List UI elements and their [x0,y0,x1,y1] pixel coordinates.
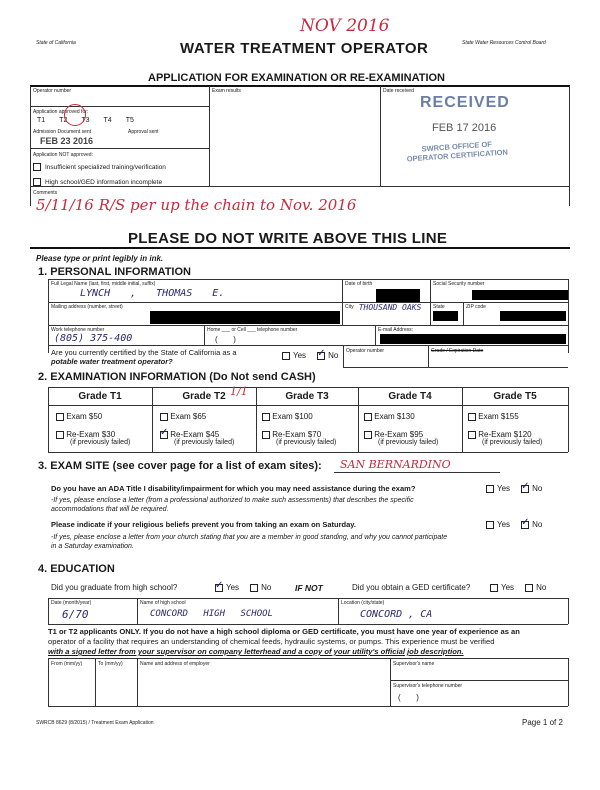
exam-info-section-title: 2. EXAMINATION INFORMATION (Do Not send CASH) [38,371,316,383]
certified-question-1: Are you currently certified by the State of California as a [51,348,237,357]
approval-sent-label: Approval sent [128,129,159,135]
saturday-note: -If yes, please enclose a letter from your church stating that you are a member in good standing, and why you cannot participate in a Saturday examination. [51,534,448,550]
hs-yes-label: Yes [226,583,240,592]
hs-incomplete-checkbox[interactable] [33,178,41,186]
supervisor-name-label: Supervisor's name [393,661,435,667]
grade-t1: T1 [37,117,46,124]
t3-prev-failed: (if previously failed) [276,439,337,446]
t2-reexam-checkbox[interactable] [160,431,168,439]
hs-yes-checkbox[interactable] [215,584,223,592]
admission-stamp: FEB 23 2016 [40,136,94,146]
home-cell-label: Home ___ or Cell ___ telephone number [207,327,298,333]
t1-prev-failed: (if previously failed) [70,439,131,446]
t5-reexam-checkbox[interactable] [468,431,476,439]
t2-prev-failed: (if previously failed) [174,439,235,446]
education-note-line2: operator of a facility that requires an understanding of chemical feeds, hydraulic systems, or pumps. This experience must be verified [48,637,495,646]
t4-prev-failed: (if previously failed) [378,439,439,446]
not-approved-label: Application NOT approved: [33,152,93,158]
state-label: State of California [36,40,76,46]
t3-exam-label: Exam $100 [272,412,313,421]
hs-location-input[interactable]: CONCORD , CA [360,609,433,620]
t5-prev-failed: (if previously failed) [482,439,543,446]
t4-reexam-checkbox[interactable] [364,431,372,439]
received-stamp: RECEIVED [420,94,510,111]
t4-exam-label: Exam $130 [374,412,415,421]
saturday-no-checkbox[interactable] [521,521,529,529]
hs-question: Did you graduate from high school? [51,583,178,592]
hs-no-checkbox[interactable] [250,584,258,592]
certified-yes-label: Yes [293,351,307,360]
hs-no-label: No [261,583,272,592]
certified-question-2: potable water treatment operator? [51,357,173,366]
ada-yes-checkbox[interactable] [486,485,494,493]
page-number: Page 1 of 2 [522,718,563,727]
approved-for-label: Application approved for: [33,109,89,115]
email-redacted [380,334,566,344]
full-name-label: Full Legal Name (last, first, middle initial, suffix) [51,281,156,287]
ged-no-checkbox[interactable] [525,584,533,592]
t5-exam-label: Exam $155 [478,412,519,421]
ged-no-label: No [536,583,547,592]
education-note-line3: with a signed letter from your supervisor on company letterhead and a copy of your utility's official job description. [48,647,464,656]
hs-date-label: Date (month/year) [51,600,92,606]
ada-yes-label: Yes [497,484,511,493]
instructions: Please type or print legibly in ink. [36,254,164,263]
state-label: State [433,304,445,310]
form-subtitle: APPLICATION FOR EXAMINATION OR RE-EXAMINATION [148,72,445,84]
work-phone-input[interactable]: (805) 375-400 [54,333,133,344]
grade-expiration-label: Grade / Expiration Date [431,348,484,354]
if-not-label: IF NOT [295,583,323,593]
t5-reexam-label: Re-Exam $120 [478,430,532,439]
comments-label: Comments [33,190,58,196]
grade-t4: T4 [103,117,112,124]
t1-exam-checkbox[interactable] [56,413,64,421]
grade-t5-header: Grade T5 [493,391,537,402]
form-id: SWRCB 8629 (8/2015) / Treatment Exam Application [36,720,154,726]
grade-t2-header: Grade T2 [182,391,226,402]
t2-exam-label: Exam $65 [170,412,207,421]
employer-name-label: Name and address of employer [140,661,210,667]
exam-site-input[interactable]: SAN BERNARDINO [340,458,451,471]
grade-t1-header: Grade T1 [78,391,122,402]
ged-question: Did you obtain a GED certificate? [352,583,471,592]
hs-name-label: Name of high school [140,600,186,606]
operator-number-label: Operator number [33,88,72,94]
certified-yes-checkbox[interactable] [282,352,290,360]
state-redacted [433,311,458,321]
employer-to-label: To (mm/yy) [98,661,123,667]
hs-date-input[interactable]: 6/70 [62,608,89,621]
handwritten-date-top: NOV 2016 [300,16,390,36]
date-received-label: Date received [383,88,414,94]
board-label: State Water Resources Control Board [462,40,546,46]
dob-label: Date of birth [345,281,373,287]
ada-question: Do you have an ADA Title I disability/impairment for which you may need assistance during the exam? [51,484,416,493]
grade-t3: T3 [81,117,90,124]
ada-no-checkbox[interactable] [521,485,529,493]
t4-reexam-label: Re-Exam $95 [374,430,424,439]
operator-number-field-label: Operator number [346,348,385,354]
ssn-redacted [472,290,568,300]
t1-exam-label: Exam $50 [66,412,103,421]
dob-redacted [376,289,420,302]
received-date-stamp: FEB 17 2016 [432,122,497,134]
received-office-stamp: SWRCB OFFICE OF OPERATOR CERTIFICATION [406,139,509,164]
certified-no-checkbox[interactable] [317,352,325,360]
hs-incomplete-label: High school/GED information incomplete [45,178,163,186]
employer-from-label: From (mm/yy) [51,661,83,667]
home-phone-paren: ( ) [215,335,236,344]
education-note-line1: T1 or T2 applicants ONLY. If you do not have a high school diploma or GED certificate, you must have one year of experience as an [48,627,520,636]
grade-t2: T2 [59,117,68,124]
do-not-write-banner: PLEASE DO NOT WRITE ABOVE THIS LINE [128,230,448,247]
city-input[interactable]: THOUSAND OAKS [358,303,422,312]
ada-note: -If yes, please enclose a letter (from a professional authorized to make such assessments) that describes the specific accommodations that will be required. [51,497,414,513]
insufficient-label: Insufficient specialized training/verification [45,163,166,171]
t1-reexam-checkbox[interactable] [56,431,64,439]
mailing-redacted [150,311,340,324]
t4-exam-checkbox[interactable] [364,413,372,421]
insufficient-checkbox[interactable] [33,163,41,171]
personal-section-title: 1. PERSONAL INFORMATION [38,266,191,278]
ged-yes-label: Yes [501,583,515,592]
full-name-input[interactable]: LYNCH , THOMAS E. [80,288,225,299]
t3-reexam-checkbox[interactable] [262,431,270,439]
supervisor-phone-label: Supervisor's telephone number [393,683,463,689]
saturday-question: Please indicate if your religious beliefs prevent you from taking an exam on Saturday. [51,520,356,529]
hs-name-input[interactable]: CONCORD HIGH SCHOOL [150,609,273,619]
ada-no-label: No [532,484,543,493]
ssn-label: Social Security number [433,281,485,287]
education-section-title: 4. EDUCATION [38,563,115,575]
certified-no-label: No [328,351,339,360]
saturday-no-label: No [532,520,543,529]
zip-redacted [500,311,566,321]
exam-site-section-title: 3. EXAM SITE (see cover page for a list of exam sites): [38,460,322,472]
supervisor-phone-paren: ( ) [398,693,419,702]
mailing-label: Mailing address (number, street) [51,304,123,310]
saturday-yes-label: Yes [497,520,511,529]
exam-results-label: Exam results [212,88,241,94]
t1-reexam-label: Re-Exam $30 [66,430,116,439]
grade-t4-header: Grade T4 [388,391,432,402]
grade-t5: T5 [125,117,134,124]
grade-t3-header: Grade T3 [285,391,329,402]
admission-label: Admission Document sent [33,129,92,135]
email-label: E-mail Address: [378,327,414,333]
t2-exam-checkbox[interactable] [160,413,168,421]
city-label: City [345,304,354,310]
zip-label: ZIP code [466,304,486,310]
work-phone-label: Work telephone number [51,327,105,333]
t2-reexam-label: Re-Exam $45 [170,430,220,439]
hs-location-label: Location (city/state) [341,600,385,606]
t3-reexam-label: Re-Exam $70 [272,430,322,439]
t2-handwritten-note: 1/1 [230,385,248,398]
t5-exam-checkbox[interactable] [468,413,476,421]
ged-yes-checkbox[interactable] [490,584,498,592]
form-title: WATER TREATMENT OPERATOR [180,40,429,57]
t2-circle-mark [64,104,86,126]
t3-exam-checkbox[interactable] [262,413,270,421]
saturday-yes-checkbox[interactable] [486,521,494,529]
comments-text: 5/11/16 R/S per up the chain to Nov. 2016 [36,196,357,214]
